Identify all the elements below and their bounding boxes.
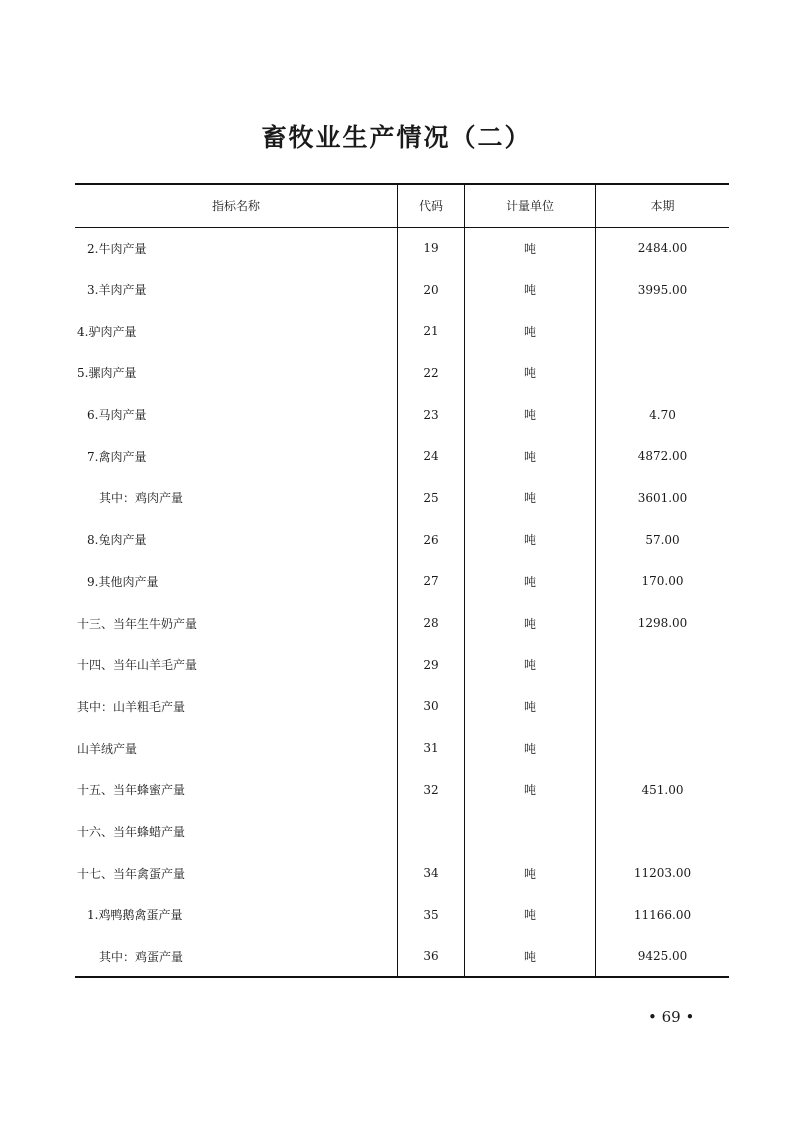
row-value bbox=[596, 352, 730, 394]
row-indicator-name: 十三、当年生牛奶产量 bbox=[77, 616, 198, 631]
row-indicator-name: 7.禽肉产量 bbox=[87, 449, 147, 464]
row-unit: 吨 bbox=[465, 269, 596, 311]
header-unit: 计量单位 bbox=[465, 184, 596, 227]
row-value bbox=[596, 644, 730, 686]
table-row bbox=[75, 602, 729, 644]
row-unit: 吨 bbox=[465, 852, 596, 894]
row-value bbox=[596, 686, 730, 728]
row-code: 31 bbox=[398, 727, 465, 769]
row-indicator-name: 十七、当年禽蛋产量 bbox=[77, 866, 186, 881]
row-code: 34 bbox=[398, 852, 465, 894]
row-unit bbox=[465, 811, 596, 853]
row-value: 11203.00 bbox=[596, 852, 730, 894]
row-unit: 吨 bbox=[465, 894, 596, 936]
row-code: 22 bbox=[398, 352, 465, 394]
row-code: 27 bbox=[398, 561, 465, 603]
row-unit: 吨 bbox=[465, 561, 596, 603]
row-code: 36 bbox=[398, 936, 465, 978]
header-code: 代码 bbox=[398, 184, 465, 227]
table-row bbox=[75, 894, 729, 936]
table-row bbox=[75, 936, 729, 978]
table-row bbox=[75, 561, 729, 603]
row-unit: 吨 bbox=[465, 769, 596, 811]
row-code: 23 bbox=[398, 394, 465, 436]
stats-table bbox=[75, 183, 729, 978]
table-row bbox=[75, 227, 729, 269]
row-unit: 吨 bbox=[465, 519, 596, 561]
row-code: 19 bbox=[398, 227, 465, 269]
table-row bbox=[75, 852, 729, 894]
row-indicator-name: 山羊绒产量 bbox=[77, 741, 138, 756]
table-row bbox=[75, 310, 729, 352]
row-indicator-name: 2.牛肉产量 bbox=[87, 241, 147, 256]
row-indicator-name: 3.羊肉产量 bbox=[87, 283, 147, 298]
row-value: 11166.00 bbox=[596, 894, 730, 936]
row-value: 451.00 bbox=[596, 769, 730, 811]
row-value: 9425.00 bbox=[596, 936, 730, 978]
row-unit: 吨 bbox=[465, 727, 596, 769]
row-unit: 吨 bbox=[465, 435, 596, 477]
row-value: 3995.00 bbox=[596, 269, 730, 311]
row-unit: 吨 bbox=[465, 686, 596, 728]
row-code: 25 bbox=[398, 477, 465, 519]
row-value: 3601.00 bbox=[596, 477, 730, 519]
table-row bbox=[75, 477, 729, 519]
row-indicator-name: 十五、当年蜂蜜产量 bbox=[77, 783, 186, 798]
row-unit: 吨 bbox=[465, 477, 596, 519]
row-indicator-name: 其中：鸡肉产量 bbox=[99, 491, 184, 506]
row-unit: 吨 bbox=[465, 227, 596, 269]
row-value: 2484.00 bbox=[596, 227, 730, 269]
table-row bbox=[75, 269, 729, 311]
row-value bbox=[596, 310, 730, 352]
table-row bbox=[75, 769, 729, 811]
row-indicator-name: 1.鸡鸭鹅禽蛋产量 bbox=[87, 908, 183, 923]
row-code: 29 bbox=[398, 644, 465, 686]
row-indicator-name: 5.骡肉产量 bbox=[77, 366, 137, 381]
row-value bbox=[596, 811, 730, 853]
row-indicator-name: 其中：鸡蛋产量 bbox=[99, 949, 184, 964]
row-indicator-name: 6.马肉产量 bbox=[87, 408, 147, 423]
row-indicator-name: 其中：山羊粗毛产量 bbox=[77, 699, 186, 714]
row-value: 57.00 bbox=[596, 519, 730, 561]
page-title: 畜牧业生产情况（二） bbox=[261, 123, 532, 152]
row-value: 170.00 bbox=[596, 561, 730, 603]
table-row bbox=[75, 686, 729, 728]
row-unit: 吨 bbox=[465, 352, 596, 394]
row-unit: 吨 bbox=[465, 644, 596, 686]
table-row bbox=[75, 394, 729, 436]
header-indicator-name: 指标名称 bbox=[211, 199, 260, 214]
table-row bbox=[75, 352, 729, 394]
row-code: 30 bbox=[398, 686, 465, 728]
row-value: 4.70 bbox=[596, 394, 730, 436]
row-code: 26 bbox=[398, 519, 465, 561]
row-unit: 吨 bbox=[465, 602, 596, 644]
table-row bbox=[75, 435, 729, 477]
table-row bbox=[75, 727, 729, 769]
row-indicator-name: 9.其他肉产量 bbox=[87, 574, 159, 589]
row-indicator-name: 8.兔肉产量 bbox=[87, 533, 147, 548]
row-unit: 吨 bbox=[465, 936, 596, 978]
row-indicator-name: 十六、当年蜂蜡产量 bbox=[77, 824, 186, 839]
row-code: 35 bbox=[398, 894, 465, 936]
row-value: 1298.00 bbox=[596, 602, 730, 644]
row-code bbox=[398, 811, 465, 853]
row-code: 21 bbox=[398, 310, 465, 352]
row-code: 24 bbox=[398, 435, 465, 477]
header-current-value: 本期 bbox=[596, 184, 730, 227]
row-code: 32 bbox=[398, 769, 465, 811]
row-code: 28 bbox=[398, 602, 465, 644]
row-code: 20 bbox=[398, 269, 465, 311]
table-row bbox=[75, 811, 729, 853]
page-number: • 69 • bbox=[648, 1008, 695, 1026]
row-indicator-name: 4.驴肉产量 bbox=[77, 324, 137, 339]
table-row bbox=[75, 644, 729, 686]
row-unit: 吨 bbox=[465, 394, 596, 436]
row-indicator-name: 十四、当年山羊毛产量 bbox=[77, 658, 198, 673]
table-row bbox=[75, 519, 729, 561]
row-unit: 吨 bbox=[465, 310, 596, 352]
table-header-row bbox=[75, 184, 729, 227]
row-value bbox=[596, 727, 730, 769]
row-value: 4872.00 bbox=[596, 435, 730, 477]
